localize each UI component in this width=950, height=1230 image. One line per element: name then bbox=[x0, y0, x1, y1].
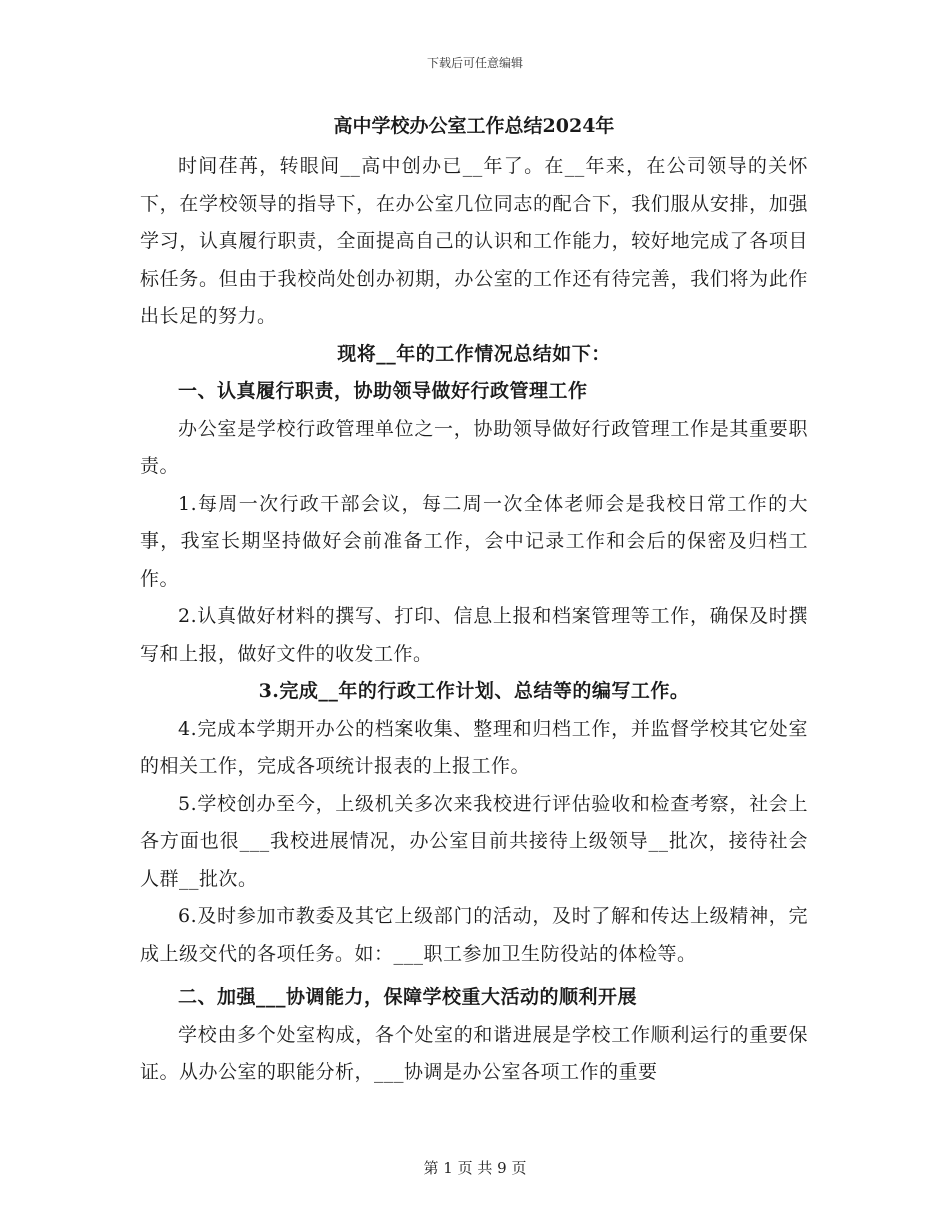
document-body bbox=[140, 112, 808, 1092]
list-item: 2.认真做好材料的撰写、打印、信息上报和档案管理等工作，确保及时撰写和上报，做好文件的收发工作。 bbox=[140, 605, 808, 665]
section-1-body: 办公室是学校行政管理单位之一，协助领导做好行政管理工作是其重要职责。 bbox=[140, 417, 808, 477]
summary-lead: 现将__年的工作情况总结如下： bbox=[337, 342, 611, 365]
document-title: 高中学校办公室工作总结2024年 bbox=[333, 115, 615, 137]
header-note: 下载后可任意编辑 bbox=[426, 56, 523, 70]
list-item: 5.学校创办至今，上级机关多次来我校进行评估验收和检查考察，社会上各方面也很___我校进展情况，办公室目前共接待上级领导__批次，接待社会人群__批次。 bbox=[140, 792, 808, 890]
list-item: 4.完成本学期开办公的档案收集、整理和归档工作，并监督学校其它处室的相关工作，完成各项统计报表的上报工作。 bbox=[140, 717, 808, 777]
section-1-heading: 一、认真履行职责，协助领导做好行政管理工作 bbox=[178, 380, 588, 402]
page-footer: 第 1 页 共 9 页 bbox=[423, 1159, 527, 1177]
list-item: 3.完成__年的行政工作计划、总结等的编写工作。 bbox=[258, 680, 690, 702]
list-item: 1.每周一次行政干部会议，每二周一次全体老师会是我校日常工作的大事，我室长期坚持做好会前准备工作，会中记录工作和会后的保密及归档工作。 bbox=[140, 492, 808, 590]
section-2-heading: 二、加强___协调能力，保障学校重大活动的顺利开展 bbox=[178, 986, 638, 1008]
section-2-body: 学校由多个处室构成，各个处室的和谐进展是学校工作顺利运行的重要保证。从办公室的职能分析，___协调是办公室各项工作的重要 bbox=[140, 1023, 808, 1083]
intro-paragraph: 时间荏苒，转眼间__高中创办已__年了。在__年来，在公司领导的关怀下，在学校领导的指导下，在办公室几位同志的配合下，我们服从安排，加强学习，认真履行职责，全面提高自己的认识和工作能力，较好地完成了各项目标任务。但由于我校尚处创办初期，办公室的工作还有待完善，我们将为此作出长足的努力。 bbox=[140, 155, 808, 327]
list-item: 6.及时参加市教委及其它上级部门的活动，及时了解和传达上级精神，完成上级交代的各项任务。如：___职工参加卫生防役站的体检等。 bbox=[140, 905, 808, 965]
